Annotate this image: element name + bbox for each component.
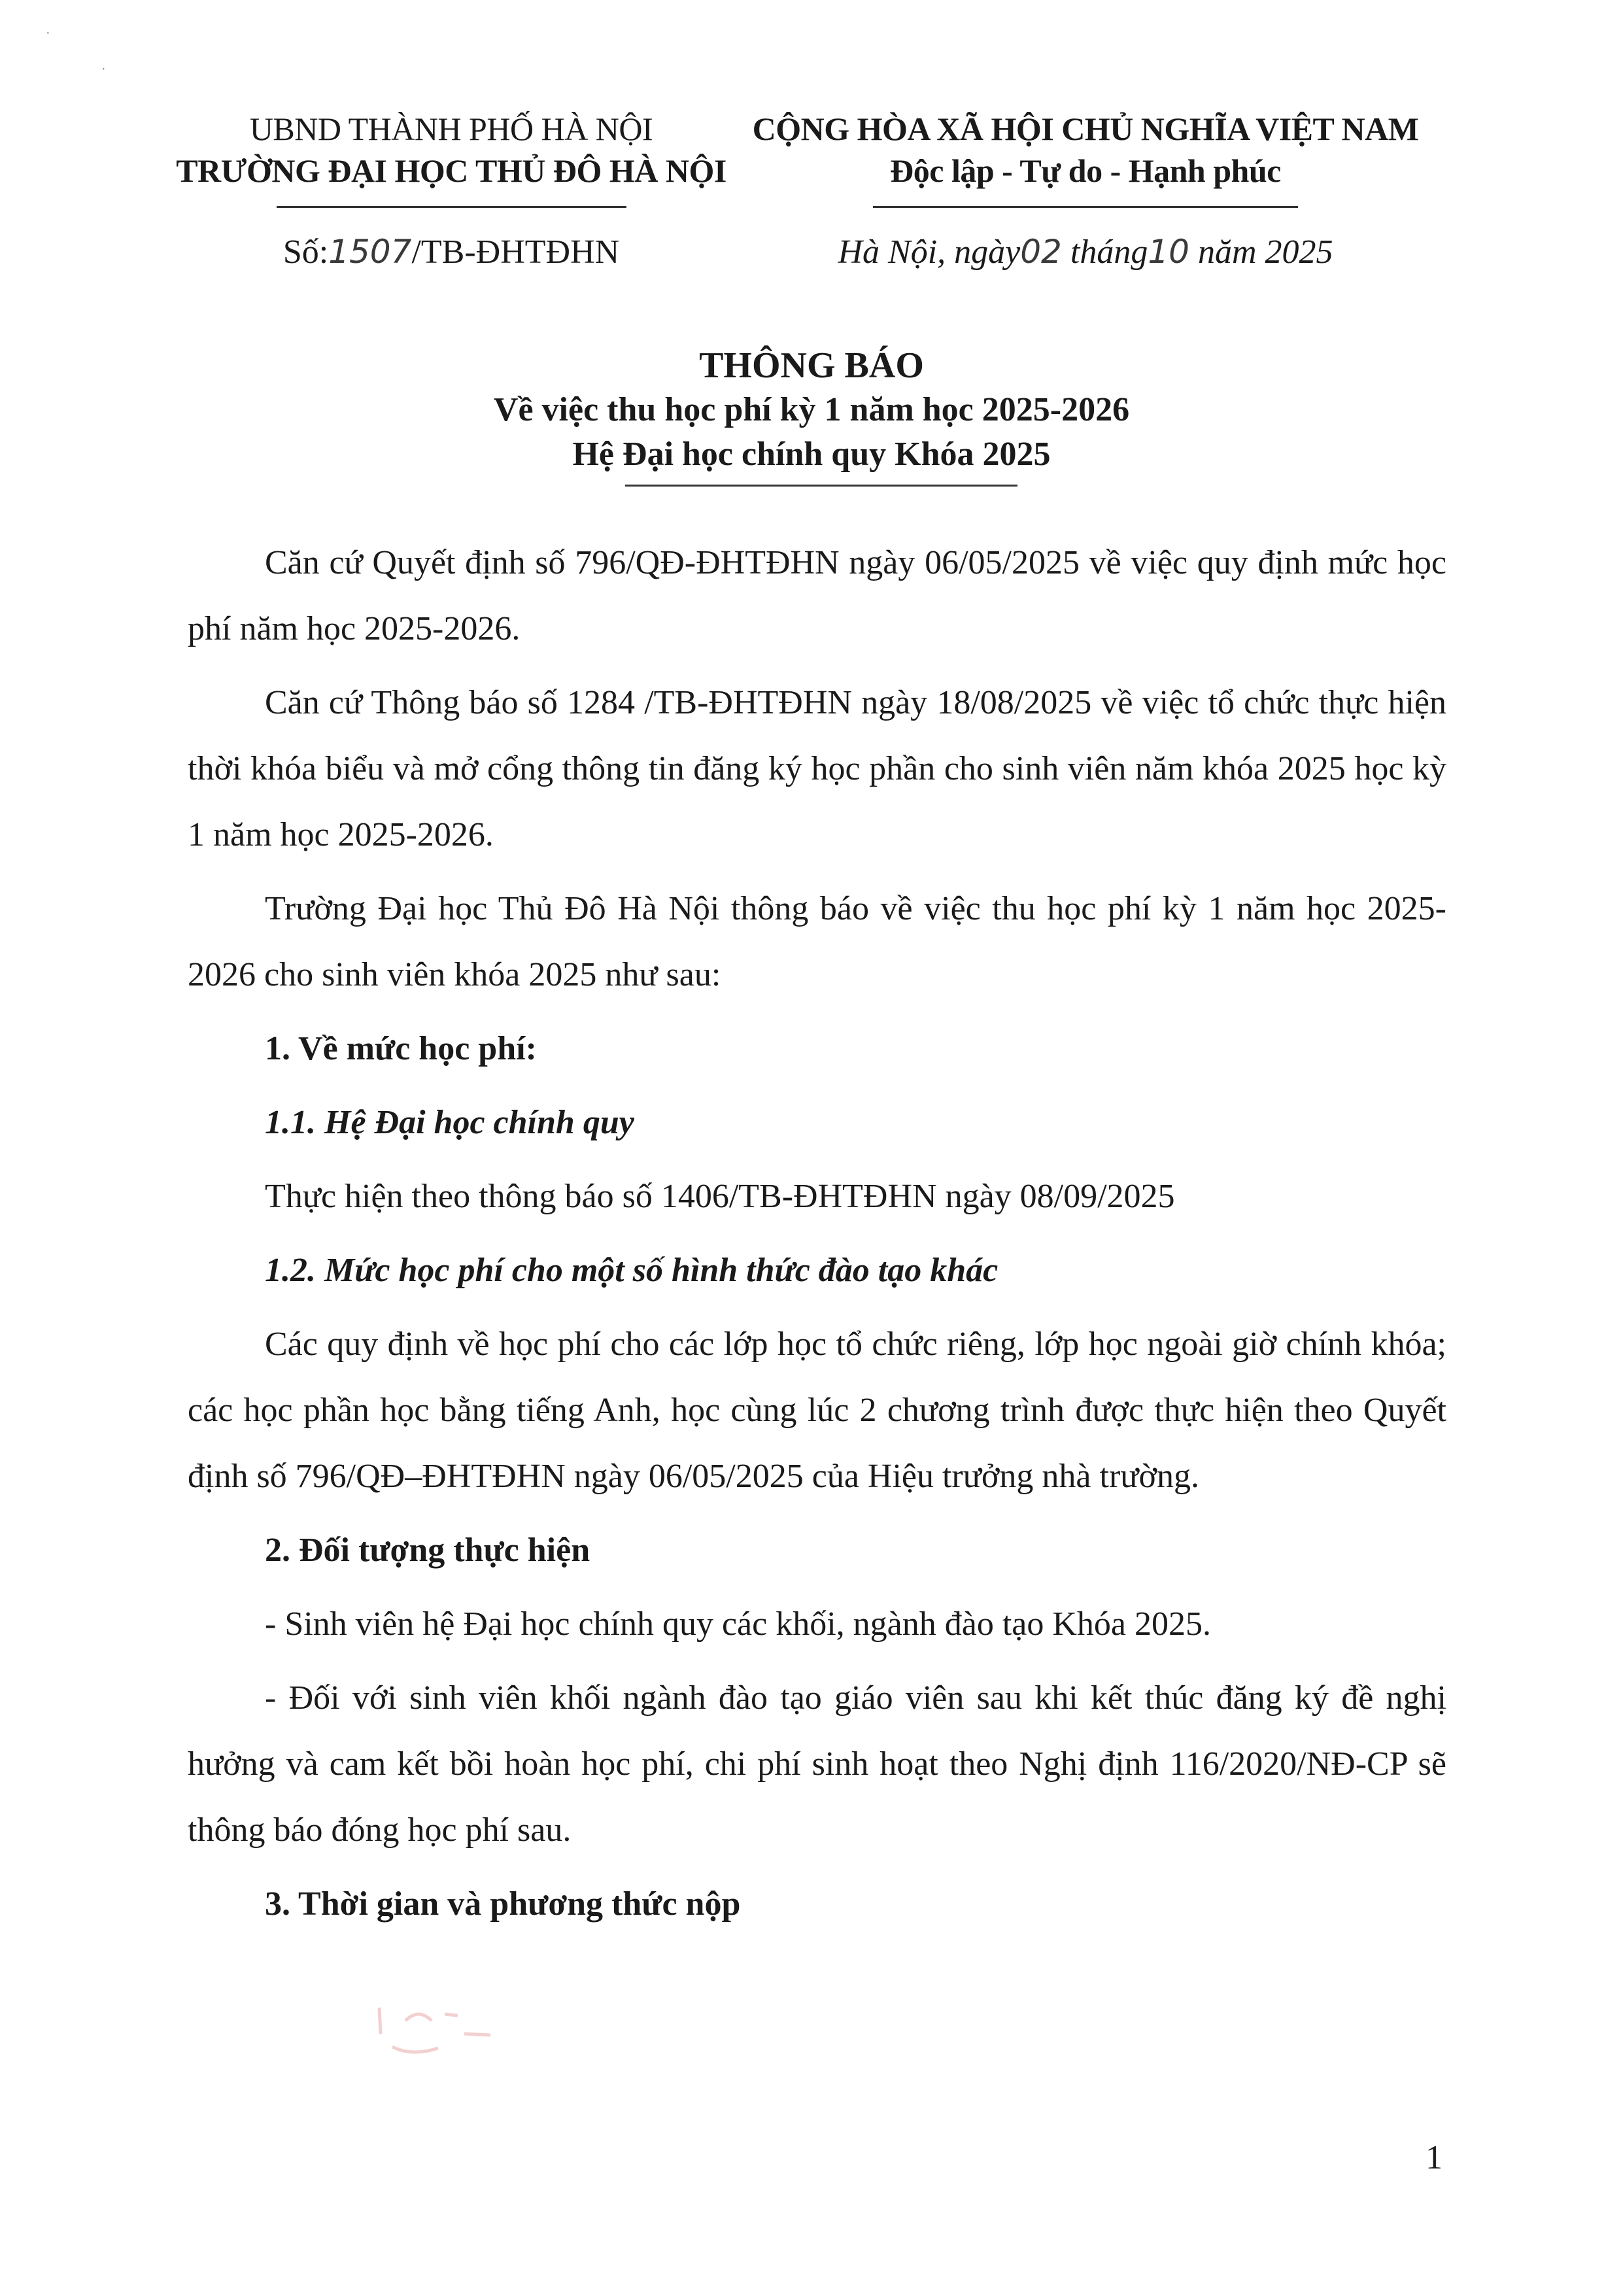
paragraph-announcement: Trường Đại học Thủ Đô Hà Nội thông báo về việc thu học phí kỳ 1 năm học 2025-2026 cho sinh viên khóa 2025 như sau:	[188, 890, 1446, 993]
faint-stamp-mark	[366, 1995, 562, 2073]
national-header	[732, 108, 1439, 208]
document-number	[163, 229, 739, 275]
title-main: THÔNG BÁO	[699, 345, 924, 386]
paragraph-basis-notice: Căn cứ Thông báo số 1284 /TB-ĐHTĐHN ngày 18/08/2025 về việc tổ chức thực hiện thời khóa biểu và mở cổng thông tin đăng ký học phần cho sinh viên năm khóa 2025 học kỳ 1 năm học 2025-2026.	[188, 684, 1446, 853]
issuer-school: TRƯỜNG ĐẠI HỌC THỦ ĐÔ HÀ NỘI	[176, 152, 726, 189]
date-month-handwritten: 10	[1148, 233, 1189, 271]
issuer-header	[163, 108, 739, 208]
national-motto: Độc lập - Tự do - Hạnh phúc	[890, 152, 1281, 189]
date-day-handwritten: 02	[1020, 233, 1062, 271]
section-heading-1: 1. Về mức học phí:	[265, 1030, 537, 1067]
date-month-label: tháng	[1061, 233, 1148, 271]
scan-speck: ·	[46, 26, 50, 41]
title-underline	[625, 485, 1017, 487]
section-heading-3: 3. Thời gian và phương thức nộp	[265, 1885, 741, 1923]
section-heading-1-1: 1.1. Hệ Đại học chính quy	[265, 1104, 634, 1141]
ref-handwritten-number: 1507	[328, 233, 412, 271]
paragraph-1-1: Thực hiện theo thông báo số 1406/TB-ĐHTĐHN ngày 08/09/2025	[265, 1178, 1175, 1215]
scan-speck: ·	[101, 62, 106, 77]
ref-suffix: /TB-ĐHTĐHN	[411, 233, 620, 271]
date-year: năm 2025	[1189, 233, 1333, 271]
paragraph-2-1: - Sinh viên hệ Đại học chính quy các khối, ngành đào tạo Khóa 2025.	[265, 1605, 1211, 1643]
ref-prefix: Số:	[282, 233, 329, 271]
issuer-underline	[277, 206, 626, 208]
document-body	[188, 530, 1446, 1937]
title-subject: Về việc thu học phí kỳ 1 năm học 2025-2026	[493, 391, 1130, 428]
issuer-authority: UBND THÀNH PHỐ HÀ NỘI	[249, 111, 653, 147]
document-title	[0, 343, 1623, 487]
stamp-bleed-graphic	[366, 1995, 562, 2073]
national-title: CỘNG HÒA XÃ HỘI CHỦ NGHĨA VIỆT NAM	[752, 111, 1419, 147]
title-scope: Hệ Đại học chính quy Khóa 2025	[572, 436, 1051, 473]
page-number: 1	[1426, 2139, 1443, 2176]
paragraph-1-2: Các quy định về học phí cho các lớp học tổ chức riêng, lớp học ngoài giờ chính khóa; các học phần học bằng tiếng Anh, học cùng lúc 2 chương trình được thực hiện theo Quyết định số 796/QĐ–ĐHTĐHN ngày 06/05/2025 của Hiệu trưởng nhà trường.	[188, 1326, 1446, 1495]
section-heading-2: 2. Đối tượng thực hiện	[265, 1532, 590, 1569]
paragraph-2-2: - Đối với sinh viên khối ngành đào tạo giáo viên sau khi kết thúc đăng ký đề nghị hưởng và cam kết bồi hoàn học phí, chi phí sinh hoạt theo Nghị định 116/2020/NĐ-CP sẽ thông báo đóng học phí sau.	[188, 1679, 1446, 1849]
paragraph-basis-decision: Căn cứ Quyết định số 796/QĐ-ĐHTĐHN ngày 06/05/2025 về việc quy định mức học phí năm học 2025-2026.	[188, 544, 1446, 647]
motto-underline	[873, 206, 1298, 208]
section-heading-1-2: 1.2. Mức học phí cho một số hình thức đào tạo khác	[265, 1252, 999, 1289]
issue-date	[732, 229, 1439, 275]
date-place-day-label: Hà Nội, ngày	[838, 233, 1021, 271]
